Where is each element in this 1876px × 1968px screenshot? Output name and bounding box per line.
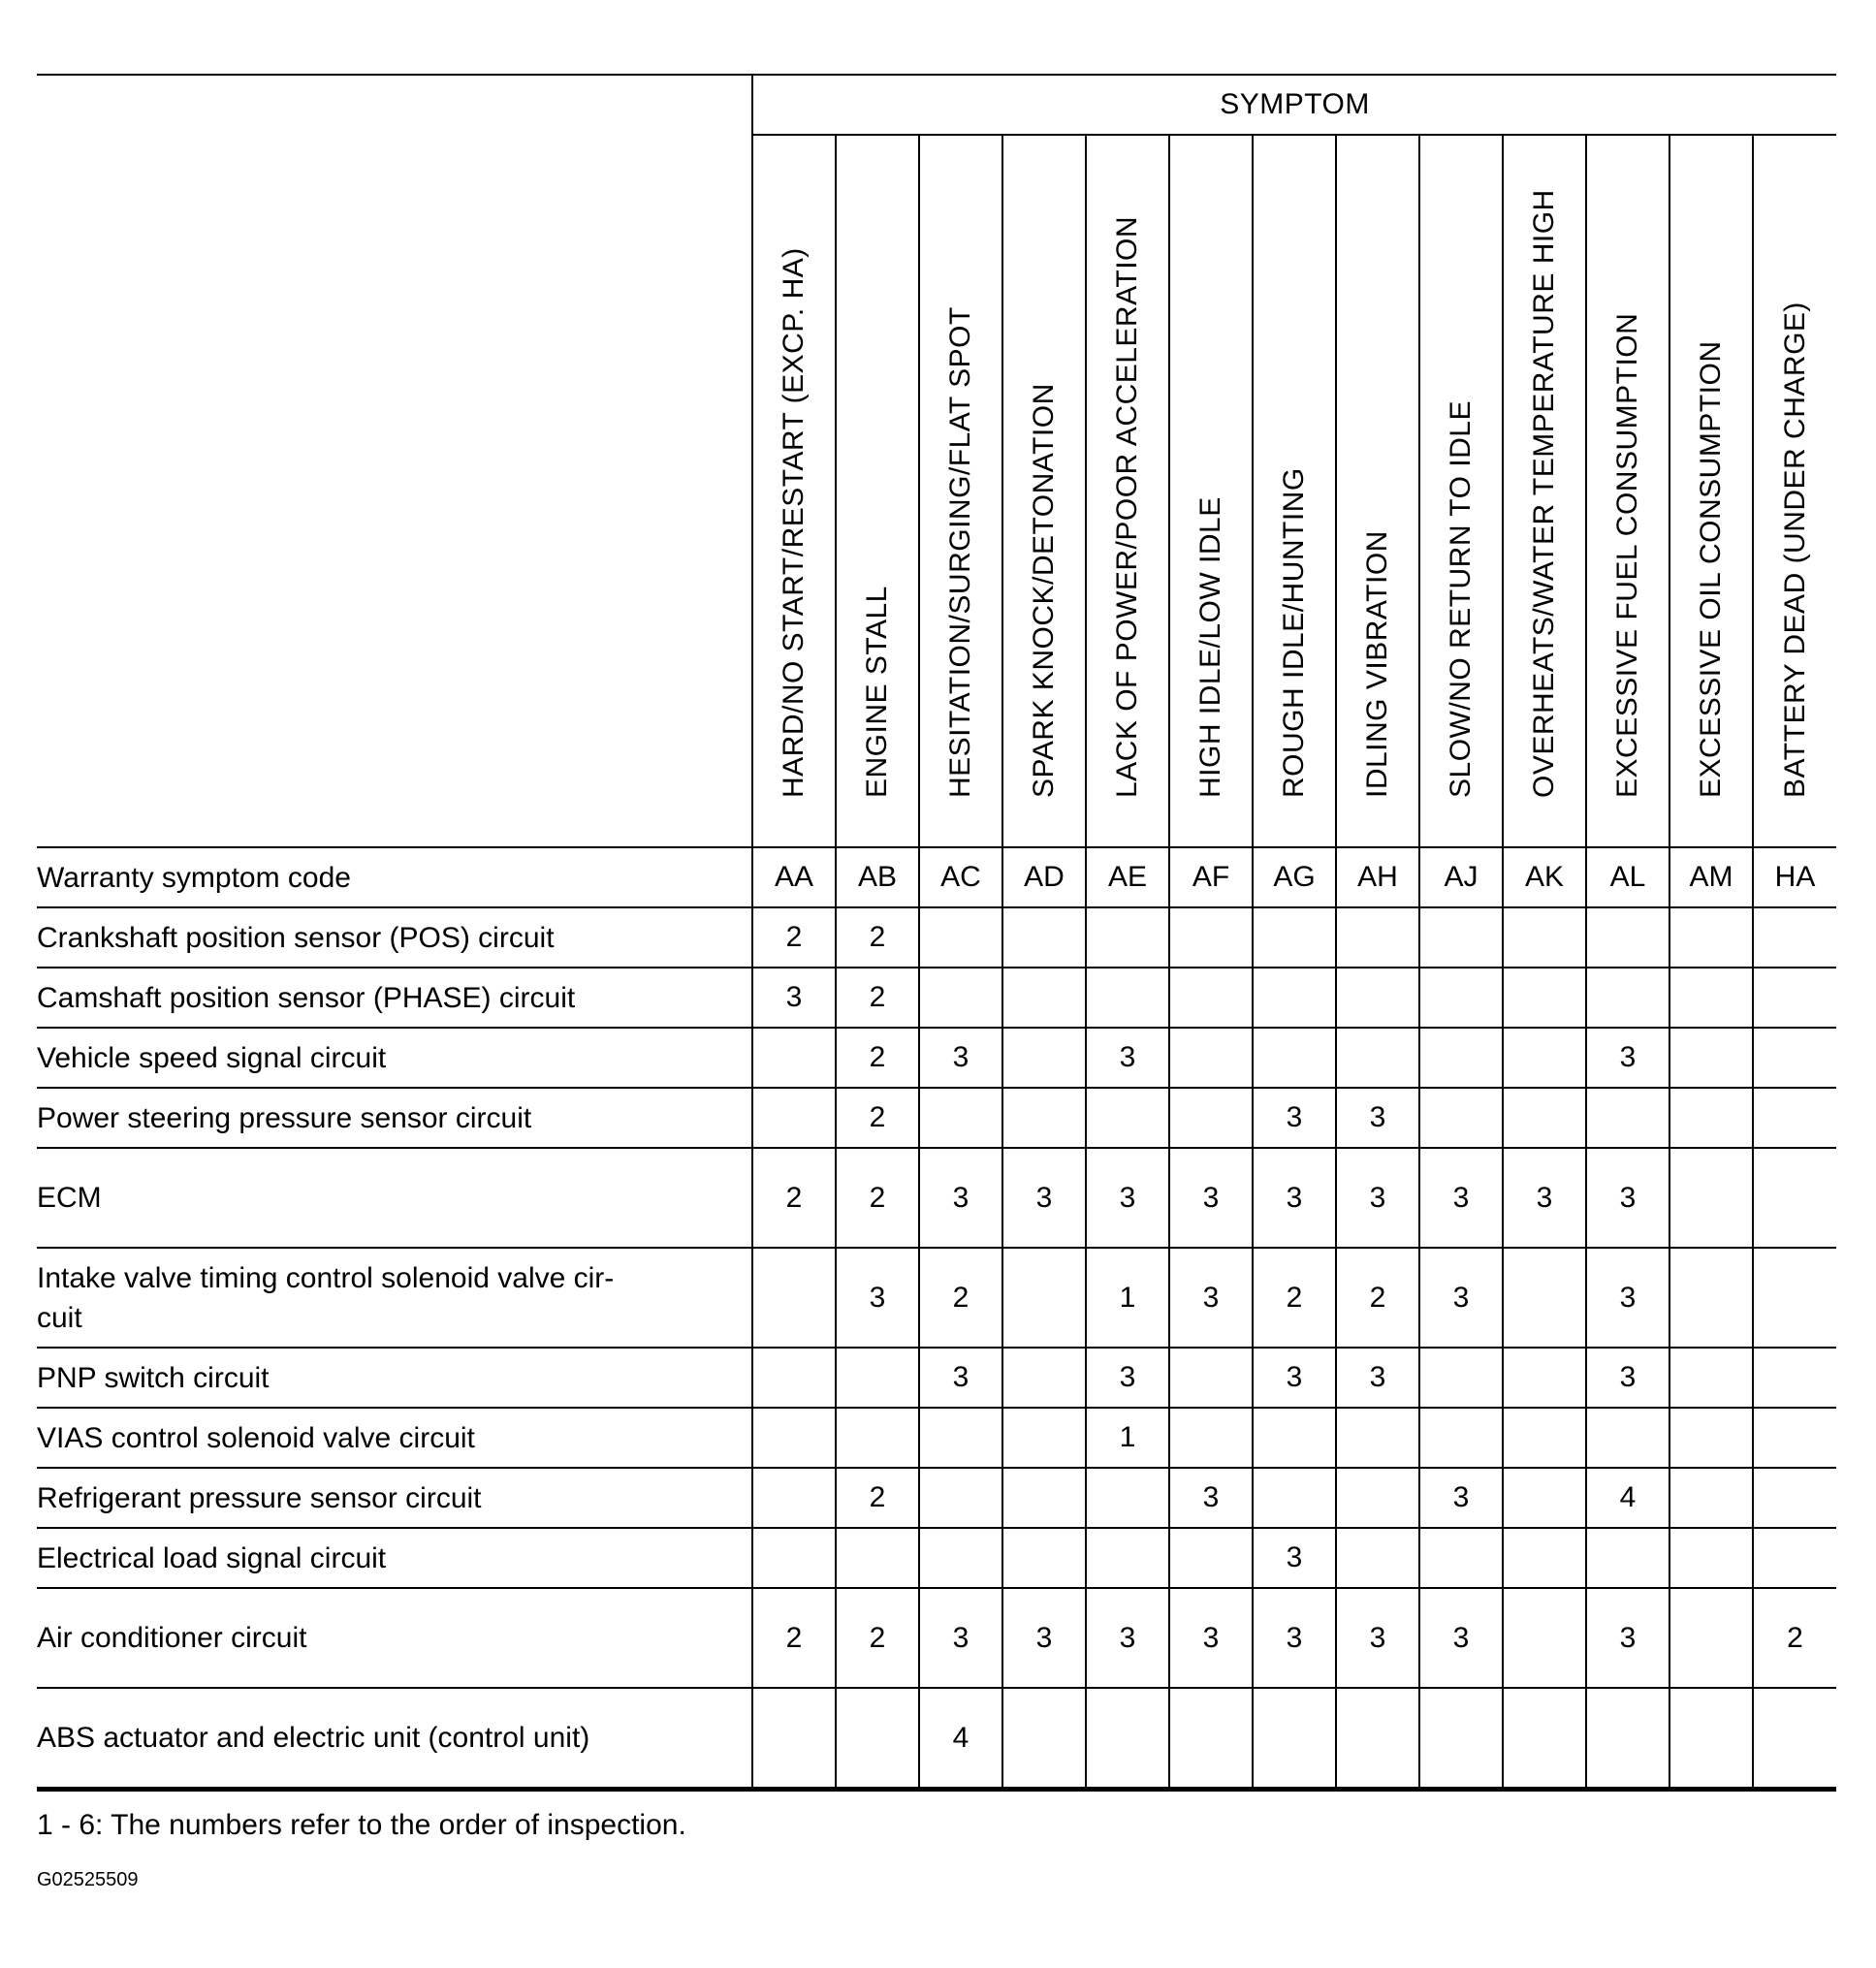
inspection-order-cell — [1253, 968, 1336, 1028]
inspection-order-cell: 4 — [919, 1688, 1002, 1790]
inspection-order-cell — [1419, 1088, 1503, 1148]
warranty-code-cell: AF — [1169, 847, 1253, 907]
inspection-order-cell: 2 — [836, 968, 919, 1028]
inspection-order-cell — [752, 1348, 836, 1408]
inspection-order-cell: 3 — [1253, 1588, 1336, 1688]
component-label: Intake valve timing control solenoid valve cir- cuit — [37, 1248, 752, 1348]
inspection-order-cell: 2 — [1336, 1248, 1419, 1348]
symptom-column-label: EXCESSIVE OIL CONSUMPTION — [1695, 340, 1727, 798]
inspection-order-cell — [1086, 1688, 1169, 1790]
inspection-order-cell — [752, 1028, 836, 1088]
inspection-order-cell — [1253, 907, 1336, 968]
inspection-order-cell — [1669, 1348, 1753, 1408]
inspection-order-cell — [1669, 1528, 1753, 1588]
inspection-order-cell: 3 — [1169, 1468, 1253, 1528]
inspection-order-cell — [1753, 907, 1836, 968]
symptom-column-header — [1086, 135, 1169, 847]
symptom-column-label: ROUGH IDLE/HUNTING — [1278, 467, 1310, 798]
inspection-order-cell — [1419, 1348, 1503, 1408]
symptom-column-label: BATTERY DEAD (UNDER CHARGE) — [1778, 302, 1811, 798]
inspection-order-cell — [1169, 1028, 1253, 1088]
inspection-order-cell: 3 — [1336, 1588, 1419, 1688]
inspection-order-cell — [752, 1688, 836, 1790]
symptom-table-body — [37, 847, 1836, 1790]
inspection-order-cell — [1419, 1408, 1503, 1468]
inspection-order-cell — [1002, 1528, 1086, 1588]
inspection-order-cell — [1419, 1528, 1503, 1588]
inspection-order-cell: 4 — [1586, 1468, 1669, 1528]
warranty-code-cell: AM — [1669, 847, 1753, 907]
table-row — [37, 1248, 1836, 1348]
table-row — [37, 1528, 1836, 1588]
inspection-order-cell — [1002, 1248, 1086, 1348]
inspection-order-cell — [1669, 1148, 1753, 1248]
inspection-order-cell: 3 — [1419, 1248, 1503, 1348]
inspection-order-cell: 3 — [1253, 1088, 1336, 1148]
inspection-order-cell — [1753, 1028, 1836, 1088]
inspection-order-cell — [1253, 1688, 1336, 1790]
component-label: Crankshaft position sensor (POS) circuit — [37, 907, 752, 968]
inspection-order-cell — [1586, 1528, 1669, 1588]
inspection-order-cell — [1086, 907, 1169, 968]
symptom-column-label: SLOW/NO RETURN TO IDLE — [1445, 400, 1477, 798]
inspection-order-cell: 3 — [836, 1248, 919, 1348]
inspection-order-cell: 2 — [836, 1588, 919, 1688]
inspection-order-cell — [1503, 1588, 1586, 1688]
inspection-order-cell: 2 — [752, 907, 836, 968]
inspection-order-cell — [1419, 1688, 1503, 1790]
component-label: ABS actuator and electric unit (control unit) — [37, 1688, 752, 1790]
inspection-order-cell: 3 — [919, 1348, 1002, 1408]
inspection-order-cell — [1169, 1088, 1253, 1148]
inspection-order-cell: 2 — [836, 1468, 919, 1528]
inspection-order-cell — [1503, 1028, 1586, 1088]
inspection-order-cell — [1002, 1348, 1086, 1408]
inspection-order-cell: 3 — [1086, 1028, 1169, 1088]
inspection-order-cell: 1 — [1086, 1408, 1169, 1468]
warranty-code-cell: AD — [1002, 847, 1086, 907]
inspection-order-cell — [1503, 1688, 1586, 1790]
inspection-order-cell — [1669, 1468, 1753, 1528]
inspection-order-cell — [1503, 907, 1586, 968]
table-row — [37, 1408, 1836, 1468]
inspection-order-cell — [1419, 968, 1503, 1028]
inspection-order-cell — [1253, 1408, 1336, 1468]
inspection-order-cell: 3 — [1586, 1588, 1669, 1688]
table-row — [37, 1148, 1836, 1248]
inspection-order-cell — [1336, 968, 1419, 1028]
inspection-order-cell: 2 — [752, 1588, 836, 1688]
warranty-code-row — [37, 847, 1836, 907]
symptom-column-header — [1586, 135, 1669, 847]
inspection-order-cell: 3 — [1586, 1028, 1669, 1088]
component-label: Electrical load signal circuit — [37, 1528, 752, 1588]
inspection-order-cell — [1503, 1528, 1586, 1588]
inspection-order-cell: 2 — [1253, 1248, 1336, 1348]
inspection-order-cell — [836, 1408, 919, 1468]
warranty-code-cell: AL — [1586, 847, 1669, 907]
inspection-order-cell — [919, 968, 1002, 1028]
inspection-order-cell — [836, 1528, 919, 1588]
inspection-order-cell: 3 — [1586, 1248, 1669, 1348]
inspection-order-cell — [1419, 1028, 1503, 1088]
warranty-code-cell: AH — [1336, 847, 1419, 907]
inspection-order-cell: 3 — [1336, 1348, 1419, 1408]
inspection-order-cell — [836, 1688, 919, 1790]
inspection-order-cell: 1 — [1086, 1248, 1169, 1348]
inspection-order-cell: 3 — [1586, 1348, 1669, 1408]
warranty-code-cell: AB — [836, 847, 919, 907]
symptom-column-label: ENGINE STALL — [861, 586, 893, 798]
symptom-column-label: HESITATION/SURGING/FLAT SPOT — [944, 306, 976, 798]
inspection-order-cell — [1753, 1348, 1836, 1408]
inspection-order-cell — [1586, 1088, 1669, 1148]
inspection-order-cell — [1169, 1688, 1253, 1790]
table-corner-blank — [37, 75, 752, 847]
inspection-order-cell: 3 — [1002, 1148, 1086, 1248]
symptom-column-header — [836, 135, 919, 847]
inspection-order-cell: 3 — [1169, 1588, 1253, 1688]
component-label: PNP switch circuit — [37, 1348, 752, 1408]
inspection-order-cell — [752, 1088, 836, 1148]
inspection-order-cell — [1586, 1688, 1669, 1790]
inspection-order-cell: 3 — [919, 1588, 1002, 1688]
table-row — [37, 1028, 1836, 1088]
table-row — [37, 1688, 1836, 1790]
symptom-column-label: EXCESSIVE FUEL CONSUMPTION — [1611, 312, 1643, 798]
inspection-order-cell — [1503, 1088, 1586, 1148]
symptom-column-label: SPARK KNOCK/DETONATION — [1028, 383, 1060, 798]
inspection-order-cell — [1086, 1088, 1169, 1148]
inspection-order-cell — [1753, 1468, 1836, 1528]
inspection-order-cell — [1753, 1088, 1836, 1148]
inspection-order-cell: 2 — [1753, 1588, 1836, 1688]
inspection-order-cell — [1586, 1408, 1669, 1468]
inspection-order-cell — [1336, 907, 1419, 968]
symptom-column-label: HIGH IDLE/LOW IDLE — [1194, 496, 1226, 798]
warranty-code-cell: AE — [1086, 847, 1169, 907]
symptom-column-header — [1753, 135, 1836, 847]
warranty-code-cell: AA — [752, 847, 836, 907]
inspection-order-cell — [1002, 1688, 1086, 1790]
symptom-column-header — [752, 135, 836, 847]
inspection-order-cell — [1253, 1028, 1336, 1088]
symptom-column-header — [1169, 135, 1253, 847]
inspection-order-cell: 2 — [919, 1248, 1002, 1348]
symptom-matrix-table — [37, 74, 1836, 1792]
inspection-order-cell: 3 — [1086, 1588, 1169, 1688]
inspection-order-cell: 3 — [1336, 1148, 1419, 1248]
warranty-code-cell: AC — [919, 847, 1002, 907]
component-label: Vehicle speed signal circuit — [37, 1028, 752, 1088]
inspection-order-cell: 3 — [1086, 1348, 1169, 1408]
inspection-order-cell — [1753, 1408, 1836, 1468]
inspection-order-cell — [1169, 907, 1253, 968]
inspection-order-cell — [1753, 1688, 1836, 1790]
inspection-order-cell — [1753, 1248, 1836, 1348]
inspection-order-cell — [919, 907, 1002, 968]
inspection-order-cell — [1503, 1248, 1586, 1348]
component-label: Power steering pressure sensor circuit — [37, 1088, 752, 1148]
inspection-order-cell — [1419, 907, 1503, 968]
inspection-order-cell — [1669, 968, 1753, 1028]
inspection-order-cell — [1503, 1348, 1586, 1408]
inspection-order-cell — [1586, 907, 1669, 968]
inspection-order-cell — [1002, 1468, 1086, 1528]
inspection-order-cell: 3 — [1336, 1088, 1419, 1148]
table-row — [37, 907, 1836, 968]
inspection-order-cell: 3 — [1253, 1348, 1336, 1408]
symptom-matrix-document — [37, 74, 1836, 1792]
inspection-order-cell — [919, 1468, 1002, 1528]
inspection-order-cell — [1169, 968, 1253, 1028]
inspection-order-cell — [1086, 1468, 1169, 1528]
figure-id: G02525509 — [37, 1869, 139, 1890]
inspection-order-cell — [1169, 1408, 1253, 1468]
component-label: Camshaft position sensor (PHASE) circuit — [37, 968, 752, 1028]
inspection-order-cell — [919, 1528, 1002, 1588]
footnote: 1 - 6: The numbers refer to the order of inspection. — [37, 1809, 686, 1841]
inspection-order-cell — [1086, 968, 1169, 1028]
inspection-order-cell — [1336, 1528, 1419, 1588]
inspection-order-cell — [919, 1408, 1002, 1468]
symptom-column-header — [1419, 135, 1503, 847]
inspection-order-cell: 3 — [1419, 1588, 1503, 1688]
inspection-order-cell: 3 — [1169, 1148, 1253, 1248]
inspection-order-cell — [1669, 1248, 1753, 1348]
symptom-column-header — [1669, 135, 1753, 847]
inspection-order-cell: 3 — [752, 968, 836, 1028]
inspection-order-cell — [919, 1088, 1002, 1148]
inspection-order-cell — [752, 1468, 836, 1528]
inspection-order-cell — [1669, 1028, 1753, 1088]
inspection-order-cell — [1002, 907, 1086, 968]
warranty-code-cell: AG — [1253, 847, 1336, 907]
inspection-order-cell — [1586, 968, 1669, 1028]
inspection-order-cell — [1002, 1028, 1086, 1088]
inspection-order-cell — [1336, 1408, 1419, 1468]
inspection-order-cell — [1169, 1348, 1253, 1408]
inspection-order-cell — [1669, 1408, 1753, 1468]
inspection-order-cell: 3 — [919, 1028, 1002, 1088]
inspection-order-cell — [1753, 968, 1836, 1028]
inspection-order-cell — [1503, 1468, 1586, 1528]
inspection-order-cell: 3 — [1419, 1468, 1503, 1528]
inspection-order-cell: 2 — [836, 907, 919, 968]
inspection-order-cell — [1503, 1408, 1586, 1468]
inspection-order-cell — [1669, 907, 1753, 968]
inspection-order-cell — [752, 1248, 836, 1348]
table-row — [37, 968, 1836, 1028]
inspection-order-cell: 3 — [1586, 1148, 1669, 1248]
inspection-order-cell — [1002, 968, 1086, 1028]
inspection-order-cell — [836, 1348, 919, 1408]
symptom-column-label: OVERHEATS/WATER TEMPERATURE HIGH — [1528, 189, 1560, 798]
inspection-order-cell — [1002, 1408, 1086, 1468]
inspection-order-cell: 3 — [1002, 1588, 1086, 1688]
symptom-header: SYMPTOM — [752, 75, 1836, 135]
inspection-order-cell: 2 — [836, 1148, 919, 1248]
symptom-column-header — [1336, 135, 1419, 847]
inspection-order-cell — [1503, 968, 1586, 1028]
inspection-order-cell: 2 — [836, 1088, 919, 1148]
inspection-order-cell — [752, 1408, 836, 1468]
inspection-order-cell: 3 — [1169, 1248, 1253, 1348]
inspection-order-cell: 3 — [1503, 1148, 1586, 1248]
inspection-order-cell — [1753, 1148, 1836, 1248]
inspection-order-cell: 3 — [1253, 1528, 1336, 1588]
inspection-order-cell — [1336, 1688, 1419, 1790]
component-label: Air conditioner circuit — [37, 1588, 752, 1688]
inspection-order-cell — [1002, 1088, 1086, 1148]
inspection-order-cell: 3 — [1419, 1148, 1503, 1248]
inspection-order-cell — [1253, 1468, 1336, 1528]
inspection-order-cell — [752, 1528, 836, 1588]
warranty-code-cell: AK — [1503, 847, 1586, 907]
symptom-column-header — [1002, 135, 1086, 847]
warranty-code-cell: AJ — [1419, 847, 1503, 907]
component-label: VIAS control solenoid valve circuit — [37, 1408, 752, 1468]
table-row — [37, 1088, 1836, 1148]
warranty-code-cell: HA — [1753, 847, 1836, 907]
inspection-order-cell — [1086, 1528, 1169, 1588]
symptom-column-label: IDLING VIBRATION — [1361, 530, 1393, 798]
component-label: Refrigerant pressure sensor circuit — [37, 1468, 752, 1528]
symptom-column-label: HARD/NO START/RESTART (EXCP. HA) — [778, 247, 810, 798]
inspection-order-cell: 3 — [1086, 1148, 1169, 1248]
symptom-column-header — [1253, 135, 1336, 847]
inspection-order-cell — [1669, 1088, 1753, 1148]
table-row — [37, 1348, 1836, 1408]
table-row — [37, 1468, 1836, 1528]
inspection-order-cell: 2 — [752, 1148, 836, 1248]
symptom-column-label: LACK OF POWER/POOR ACCELERATION — [1111, 215, 1143, 798]
table-row — [37, 1588, 1836, 1688]
inspection-order-cell — [1669, 1588, 1753, 1688]
component-label: ECM — [37, 1148, 752, 1248]
inspection-order-cell — [1336, 1468, 1419, 1528]
symptom-column-header — [919, 135, 1002, 847]
inspection-order-cell — [1336, 1028, 1419, 1088]
inspection-order-cell — [1753, 1528, 1836, 1588]
inspection-order-cell: 3 — [919, 1148, 1002, 1248]
inspection-order-cell — [1669, 1688, 1753, 1790]
symptom-column-header — [1503, 135, 1586, 847]
warranty-code-label: Warranty symptom code — [37, 847, 752, 907]
inspection-order-cell: 3 — [1253, 1148, 1336, 1248]
inspection-order-cell: 2 — [836, 1028, 919, 1088]
inspection-order-cell — [1169, 1528, 1253, 1588]
